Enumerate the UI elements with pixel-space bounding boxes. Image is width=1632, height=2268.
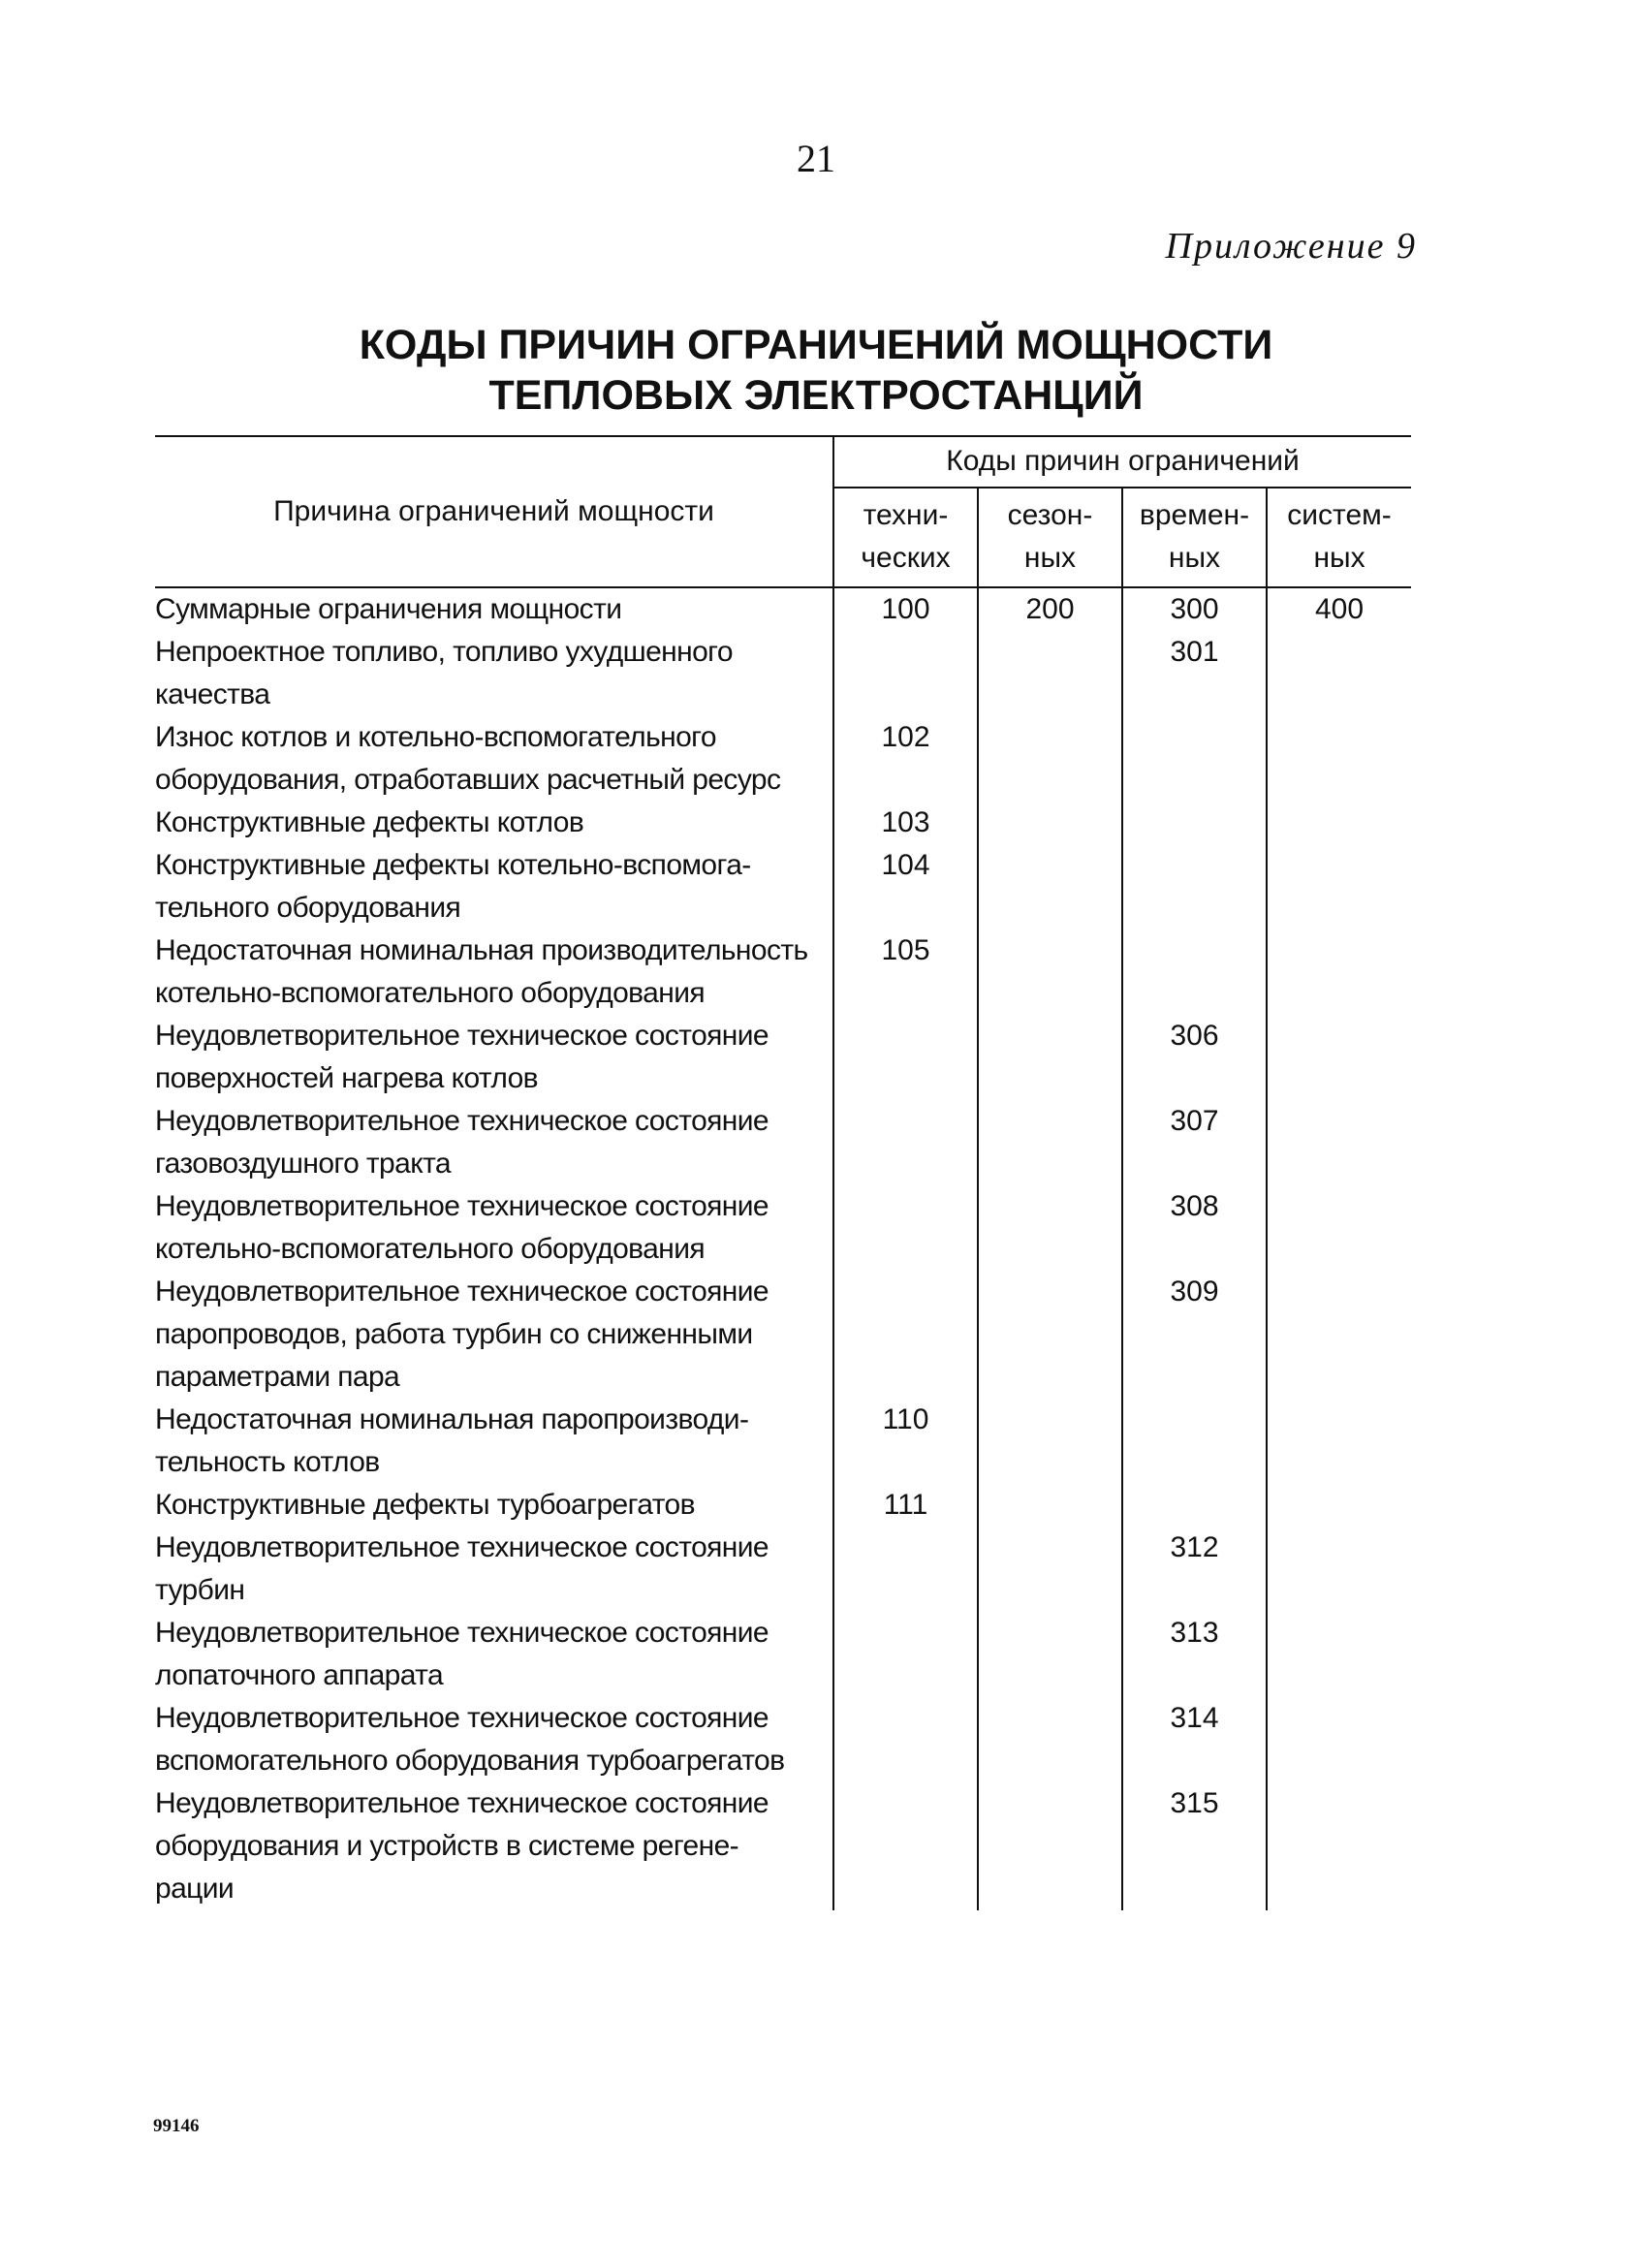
code-cell — [1267, 1527, 1411, 1612]
table-row — [155, 1697, 1411, 1782]
code-cell — [1267, 844, 1411, 929]
code-cell — [978, 1399, 1122, 1484]
reason-line: Конструктивные дефекты котельно-вспомога- — [155, 849, 751, 881]
document-id: 99146 — [153, 2116, 200, 2136]
page-title — [0, 320, 1632, 421]
reason-cell — [155, 1697, 833, 1782]
code-cell: 306 — [1122, 1015, 1267, 1100]
code-cell — [978, 1100, 1122, 1185]
code-cell: 308 — [1122, 1185, 1267, 1271]
code-cell — [1267, 929, 1411, 1015]
reason-line: Неудовлетворительное техническое состояние — [155, 1531, 769, 1563]
code-cell — [833, 1185, 978, 1271]
reason-cell — [155, 1484, 833, 1527]
code-cell — [1267, 716, 1411, 802]
column-header-system — [1267, 488, 1411, 587]
reason-line: Конструктивные дефекты турбоагрегатов — [155, 1489, 695, 1521]
column-header-line: сезон- — [1007, 499, 1093, 532]
column-header-line: ных — [1168, 542, 1221, 575]
reason-line: тельность котлов — [155, 1446, 380, 1478]
reason-cell — [155, 1527, 833, 1612]
code-cell — [833, 1612, 978, 1697]
reason-line: поверхностей нагрева котлов — [155, 1062, 539, 1094]
code-cell — [1267, 1185, 1411, 1271]
reason-cell — [155, 1271, 833, 1399]
code-cell — [978, 1612, 1122, 1697]
column-header-line: ных — [1023, 542, 1077, 575]
code-cell — [1267, 1100, 1411, 1185]
code-cell — [978, 631, 1122, 716]
column-header-technical — [833, 488, 978, 587]
code-cell — [978, 716, 1122, 802]
table-row — [155, 1782, 1411, 1910]
title-line: ТЕПЛОВЫХ ЭЛЕКТРОСТАНЦИЙ — [488, 372, 1144, 419]
reason-line: газовоздушного тракта — [155, 1148, 451, 1180]
code-cell — [1122, 802, 1267, 844]
code-cell: 309 — [1122, 1271, 1267, 1399]
reason-cell — [155, 1100, 833, 1185]
reason-line: Неудовлетворительное техническое состояние — [155, 1020, 769, 1052]
code-cell: 102 — [833, 716, 978, 802]
table-body — [155, 587, 1411, 1910]
reason-cell — [155, 631, 833, 716]
code-cell: 307 — [1122, 1100, 1267, 1185]
table-row — [155, 802, 1411, 844]
reason-line: Конструктивные дефекты котлов — [155, 806, 584, 838]
reason-line: Суммарные ограничения мощности — [155, 593, 622, 625]
code-cell — [833, 1015, 978, 1100]
reason-line: Неудовлетворительное техническое состояние — [155, 1702, 769, 1734]
reason-line: Износ котлов и котельно-вспомогательного — [155, 721, 716, 753]
reason-line: оборудования, отработавших расчетный ресурс — [155, 764, 781, 796]
table-row — [155, 1185, 1411, 1271]
reason-line: параметрами пара — [155, 1361, 400, 1393]
code-cell — [1267, 1612, 1411, 1697]
column-header-line: ных — [1313, 542, 1365, 575]
code-cell — [978, 802, 1122, 844]
reason-cell — [155, 1399, 833, 1484]
code-cell — [978, 1782, 1122, 1910]
code-cell: 103 — [833, 802, 978, 844]
code-cell — [1267, 631, 1411, 716]
code-cell — [1122, 1484, 1267, 1527]
page-number: 21 — [797, 137, 835, 180]
table-row — [155, 1484, 1411, 1527]
reason-line: качества — [155, 678, 270, 710]
reason-line: Недостаточная номинальная производительность — [155, 934, 808, 966]
reason-line: Неудовлетворительное техническое состояние — [155, 1190, 769, 1222]
code-cell: 314 — [1122, 1697, 1267, 1782]
table-row — [155, 844, 1411, 929]
table-row — [155, 1527, 1411, 1612]
code-cell: 301 — [1122, 631, 1267, 716]
code-cell: 110 — [833, 1399, 978, 1484]
reason-line: Неудовлетворительное техническое состояние — [155, 1105, 769, 1137]
code-cell — [1267, 1015, 1411, 1100]
table-row — [155, 1015, 1411, 1100]
code-cell — [1267, 1271, 1411, 1399]
reason-cell — [155, 1185, 833, 1271]
code-cell — [978, 929, 1122, 1015]
code-cell — [833, 1100, 978, 1185]
code-cell: 300 — [1122, 587, 1267, 631]
code-cell — [1267, 1484, 1411, 1527]
reason-line: паропроводов, работа турбин со сниженными — [155, 1318, 753, 1350]
reason-cell — [155, 587, 833, 631]
column-header-line: ческих — [861, 542, 951, 575]
code-cell: 312 — [1122, 1527, 1267, 1612]
code-cell — [978, 1271, 1122, 1399]
reason-line: Неудовлетворительное техническое состояние — [155, 1617, 769, 1649]
reason-line: котельно-вспомогательного оборудования — [155, 1233, 706, 1265]
reason-cell — [155, 844, 833, 929]
code-cell — [978, 1484, 1122, 1527]
code-cell: 111 — [833, 1484, 978, 1527]
table-row — [155, 929, 1411, 1015]
reason-line: лопаточного аппарата — [155, 1659, 444, 1691]
reason-cell — [155, 716, 833, 802]
code-cell — [1267, 802, 1411, 844]
table-row — [155, 1271, 1411, 1399]
code-cell — [1122, 844, 1267, 929]
table-row — [155, 587, 1411, 631]
code-cell — [833, 1271, 978, 1399]
code-cell: 400 — [1267, 587, 1411, 631]
reason-cell — [155, 802, 833, 844]
code-cell — [978, 1185, 1122, 1271]
code-cell — [978, 1697, 1122, 1782]
reason-line: Неудовлетворительное техническое состояние — [155, 1276, 769, 1307]
column-header-seasonal — [978, 488, 1122, 587]
title-line: КОДЫ ПРИЧИН ОГРАНИЧЕНИЙ МОЩНОСТИ — [359, 322, 1273, 368]
table-row — [155, 631, 1411, 716]
code-cell: 104 — [833, 844, 978, 929]
table-row — [155, 1100, 1411, 1185]
reason-line: Неудовлетворительное техническое состояние — [155, 1787, 769, 1819]
reason-line: оборудования и устройств в системе регене- — [155, 1830, 739, 1862]
reason-line: котельно-вспомогательного оборудования — [155, 977, 706, 1009]
code-cell: 313 — [1122, 1612, 1267, 1697]
code-cell: 315 — [1122, 1782, 1267, 1910]
code-cell: 105 — [833, 929, 978, 1015]
code-cell — [833, 1527, 978, 1612]
code-cell — [1122, 929, 1267, 1015]
reason-line: вспомогательного оборудования турбоагрегатов — [155, 1745, 785, 1777]
code-cell — [1267, 1782, 1411, 1910]
code-cell — [833, 1782, 978, 1910]
code-cell — [1267, 1697, 1411, 1782]
reason-line: Недостаточная номинальная паропроизводи- — [155, 1403, 749, 1435]
table-row — [155, 1399, 1411, 1484]
reason-column-header: Причина ограничений мощности — [155, 436, 833, 587]
appendix-label: Приложение 9 — [1165, 226, 1417, 267]
table-row — [155, 716, 1411, 802]
code-cell: 200 — [978, 587, 1122, 631]
column-header-line: систем- — [1287, 499, 1392, 532]
column-header-line: времен- — [1139, 499, 1250, 532]
reason-line: рации — [155, 1873, 235, 1905]
reason-line: Непроектное топливо, топливо ухудшенного — [155, 636, 733, 668]
code-cell — [1122, 716, 1267, 802]
restriction-codes-table — [155, 435, 1411, 1910]
reason-line: турбин — [155, 1574, 245, 1606]
code-cell — [833, 1697, 978, 1782]
reason-cell — [155, 1612, 833, 1697]
table-row — [155, 1612, 1411, 1697]
code-cell — [978, 1015, 1122, 1100]
reason-cell — [155, 1015, 833, 1100]
code-cell — [978, 844, 1122, 929]
reason-cell — [155, 929, 833, 1015]
column-header-line: техни- — [863, 499, 949, 532]
column-header-temporary — [1122, 488, 1267, 587]
code-cell — [978, 1527, 1122, 1612]
codes-group-header: Коды причин ограничений — [833, 436, 1411, 488]
code-cell — [1267, 1399, 1411, 1484]
code-cell — [833, 631, 978, 716]
reason-line: тельного оборудования — [155, 892, 461, 924]
code-cell — [1122, 1399, 1267, 1484]
reason-cell — [155, 1782, 833, 1910]
code-cell: 100 — [833, 587, 978, 631]
